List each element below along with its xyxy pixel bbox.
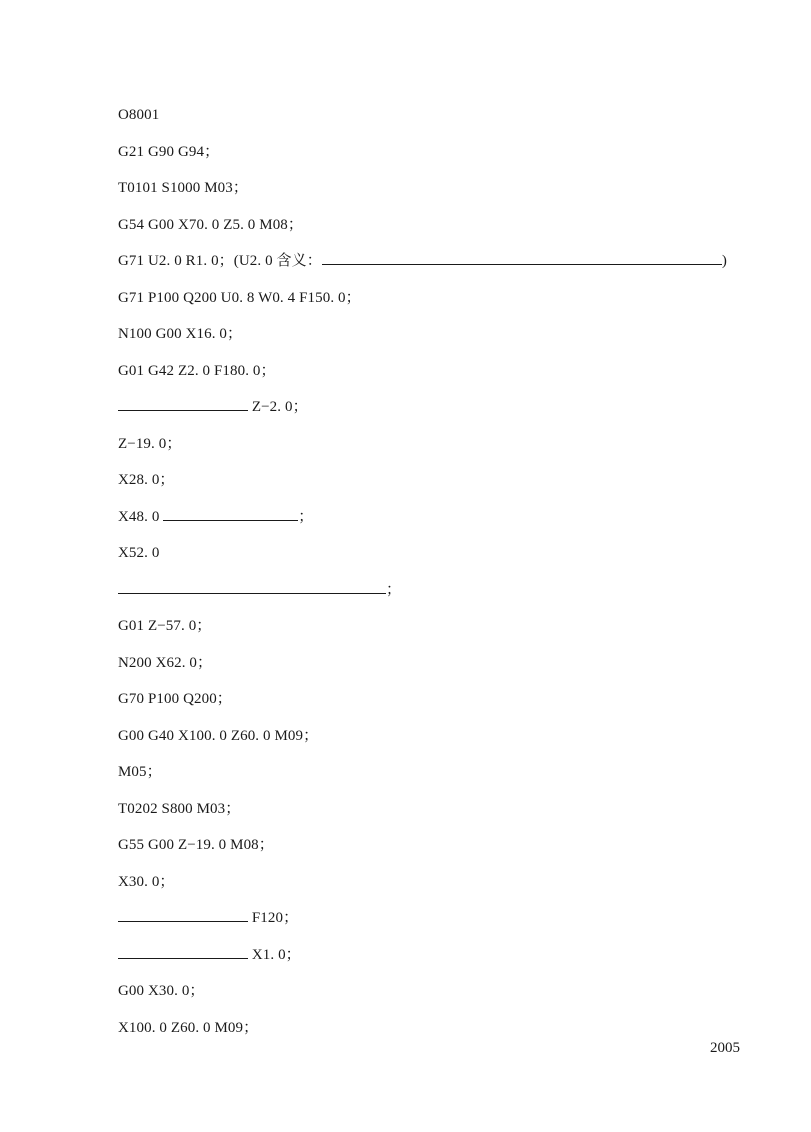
fill-in-blank [163, 506, 298, 521]
line-text: M05； [118, 764, 162, 780]
fill-in-blank [118, 579, 386, 594]
line-suffix: F120； [248, 910, 299, 926]
program-line [118, 688, 768, 725]
fill-in-blank [322, 250, 722, 265]
line-text: X100. 0 Z60. 0 M09； [118, 1019, 259, 1036]
program-line [118, 798, 768, 835]
line-text: G55 G00 Z−19. 0 M08； [118, 837, 274, 853]
line-text: N100 G00 X16. 0； [118, 326, 243, 342]
fill-in-blank [118, 944, 248, 959]
program-line [118, 250, 768, 287]
program-line [118, 214, 768, 251]
program-line [118, 104, 768, 141]
program-line [118, 177, 768, 214]
program-line [118, 506, 768, 543]
program-line [118, 761, 768, 798]
line-text: G00 X30. 0； [118, 983, 205, 999]
line-text: T0202 S800 M03； [118, 800, 241, 817]
line-text: G71 P100 Q200 U0. 8 W0. 4 F150. 0； [118, 289, 361, 306]
program-line [118, 396, 768, 433]
line-suffix: X1. 0； [248, 946, 301, 963]
line-text: G21 G90 G94； [118, 143, 220, 160]
line-suffix: ) [721, 253, 727, 269]
program-line [118, 1017, 768, 1054]
program-line [118, 542, 768, 579]
program-line [118, 944, 768, 981]
page-number: 2005 [710, 1040, 740, 1056]
line-suffix: Z−2. 0； [248, 399, 308, 415]
line-text: N200 X62. 0； [118, 654, 213, 671]
line-text: Z−19. 0； [118, 435, 182, 452]
line-suffix: ； [298, 508, 314, 525]
line-text: G01 Z−57. 0； [118, 618, 212, 634]
line-text: G00 G40 X100. 0 Z60. 0 M09； [118, 727, 319, 744]
program-line [118, 907, 768, 944]
line-text: O8001 [118, 107, 160, 123]
program-line [118, 871, 768, 908]
program-line [118, 469, 768, 506]
line-text: X30. 0； [118, 873, 175, 890]
fill-in-blank [118, 396, 248, 411]
line-text: G01 G42 Z2. 0 F180. 0； [118, 362, 276, 379]
nc-program [118, 104, 768, 1053]
line-suffix: ； [386, 581, 402, 598]
program-line [118, 360, 768, 397]
program-line [118, 980, 768, 1017]
fill-in-blank [118, 907, 248, 922]
line-text: G70 P100 Q200； [118, 691, 232, 707]
line-text: T0101 S1000 M03； [118, 180, 248, 196]
program-line [118, 141, 768, 178]
program-line [118, 433, 768, 470]
line-text: X52. 0 [118, 545, 160, 561]
program-line [118, 615, 768, 652]
program-line [118, 579, 768, 616]
program-line [118, 323, 768, 360]
line-text: X48. 0 [118, 508, 164, 525]
program-line [118, 652, 768, 689]
line-text: G71 U2. 0 R1. 0；(U2. 0 含义： [118, 253, 322, 269]
line-text: X28. 0； [118, 472, 175, 488]
program-line [118, 725, 768, 762]
program-line [118, 834, 768, 871]
program-line [118, 287, 768, 324]
line-text: G54 G00 X70. 0 Z5. 0 M08； [118, 216, 303, 233]
